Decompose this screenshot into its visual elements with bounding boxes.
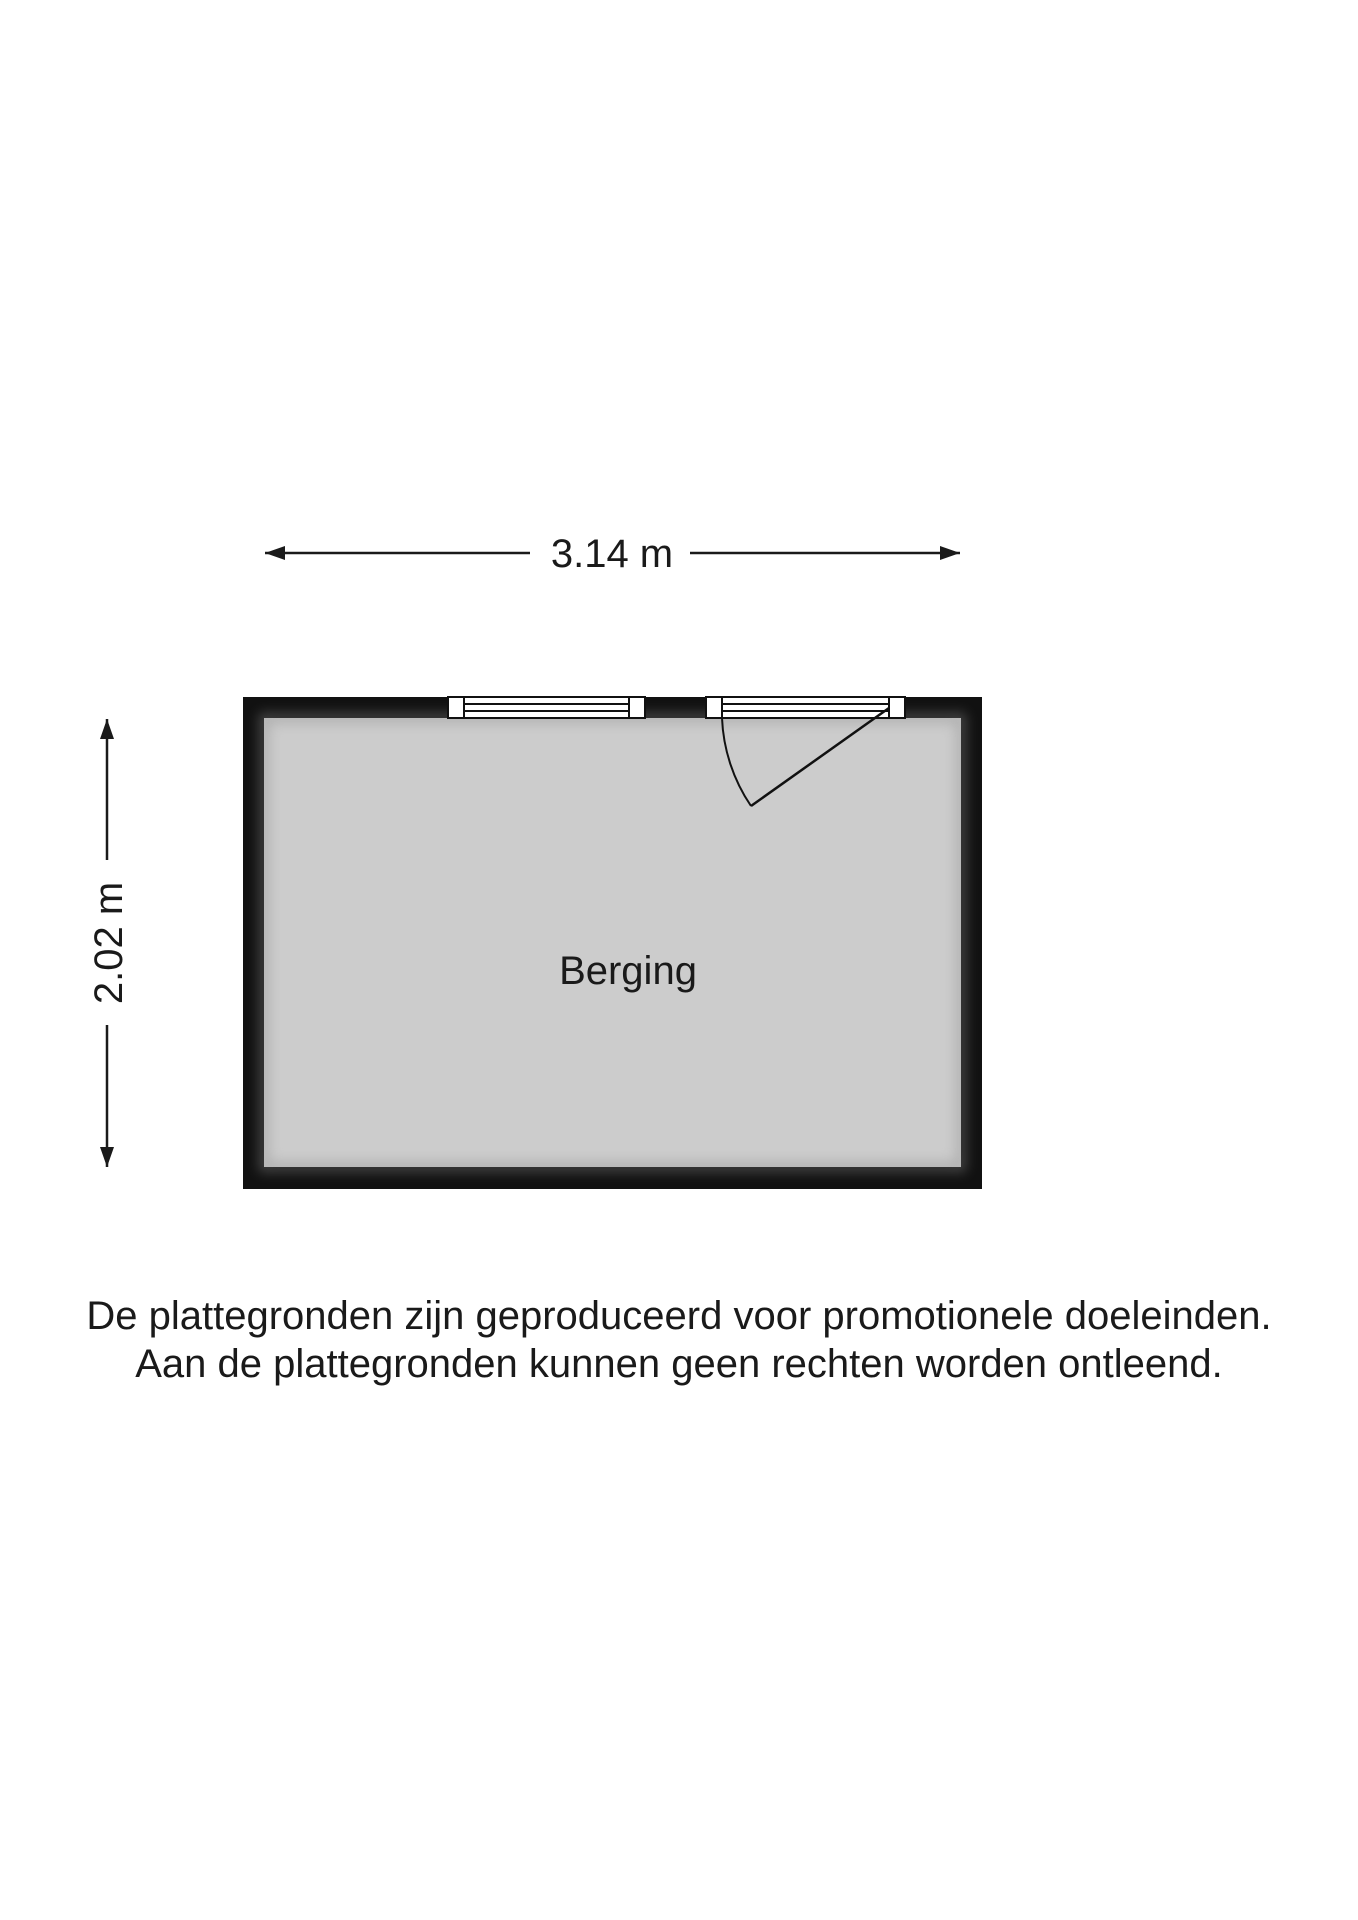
width-dimension — [265, 532, 960, 576]
room-berging — [243, 697, 982, 1189]
height-label: 2.02 m — [87, 881, 131, 1005]
disclaimer — [0, 1292, 1358, 1388]
room-label: Berging — [559, 949, 697, 993]
disclaimer-line-2: Aan de plattegronden kunnen geen rechten worden ontleend. — [135, 1342, 1223, 1386]
height-dimension — [87, 719, 131, 1167]
room-floor — [264, 718, 961, 1167]
width-label: 3.14 m — [550, 532, 674, 576]
window — [448, 697, 645, 718]
disclaimer-line-1: De plattegronden zijn geproduceerd voor promotionele doeleinden. — [86, 1294, 1272, 1338]
